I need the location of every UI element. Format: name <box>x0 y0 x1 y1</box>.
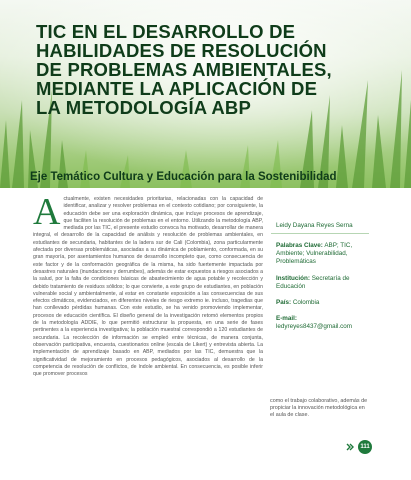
drop-cap: A <box>33 196 61 233</box>
continuation-text: como el trabajo colaborativo, además de propiciar la innovación metodológica en el aula de clase. <box>270 398 368 419</box>
country-block <box>271 299 369 307</box>
institution-block <box>271 275 369 291</box>
article-title: TIC EN EL DESARROLLO DE HABILIDADES DE RESOLUCIÓN DE PROBLEMAS AMBIENTALES, MEDIANTE LA APLICACIÓN DE LA METODOLOGÍA ABP <box>36 21 332 118</box>
header-banner <box>0 0 411 188</box>
author-name: Leidy Dayana Reyes Serna <box>271 203 369 234</box>
email-block <box>271 315 369 331</box>
article-subtitle: Eje Temático Cultura y Educación para la Sostenibilidad <box>30 171 337 183</box>
keywords-label: Palabras Clave: <box>276 242 323 249</box>
country-value: Colombia <box>292 299 320 307</box>
abstract-body: ctualmente, existen necesidades prioritarias, relacionadas con la capacidad de identificar, analizar y resolver problemas en el contexto cotidiano; por consiguiente, la educación debe ser una exploración dinámica, que incluye procesos de aprendizaje, que faciliten la resolución de problemas en el entorno. Utilizando la metodología ABP, mediada por las TIC, el presente estudio convoca ha motivado, desarrollar de manera integral, el desarrollo de la capacidad de análisis y resolución de problemas ambientales, en estudiantes de secundaria, habitantes de la ladera sur de Cali (Colombia), zona particularmente afectada por diversas problemáticas, asociadas a su dinámica de poblamiento, conformada, en su gran mayoría, por asentamientos humanos de desarrollo incompleto que, como consecuencia de este factor y de la conformación geográfica de la misma, ha sido fuertemente impactada por desastres naturales (inundaciones y derrumbes), además de estar expuestos a riesgos asociados a la salud, por la falta de condiciones básicas de abastecimiento de agua potable y recolección y debido tratamiento de residuos sólidos; lo que convierte, a este grupo de estudiantes, en población vulnerable social y ambientalmente, al estar en constante exposición a las consecuencias de sus efectos climáticos, evidenciados, en diferentes niveles de riesgo extremo ie. incluso, tragedias que han conllevado pérdidas humanas. Con este estudio, se ha venido promoviendo implementar, procesos de educación científica. El diseño general de la investigación retomó elementos propios de la metodología ADDIE, lo que permitió estructurar la propuesta, en una serie de fases pertinentes a la experiencia investigativa; la población muestral correspondió a 120 estudiantes de secundaria. La recolección de información se empleó entre técnicas, de manera conjunta, observación participativa, encuesta, cuestionarios online (escala de Likert) y entrevista abierta. La implementación de aprendizaje basado en ABP, mediados por las TIC, demuestra que la significatividad de mejoramiento en procesos pedagógicos, asociados al desarrollo de la competencia de resolución de conflictos, de índole ambiental. En consecuencia, es posible inferir que promover procesos <box>33 196 263 378</box>
double-chevron-icon <box>345 442 355 452</box>
email-link[interactable]: ledyreyes8437@gmail.com <box>276 323 353 331</box>
page-footer <box>345 440 372 454</box>
country-label: País: <box>276 299 292 307</box>
institution-label: Institución: <box>276 274 310 282</box>
abstract-text <box>33 196 263 472</box>
email-label: E-mail: <box>276 315 297 323</box>
page-number: 111 <box>358 440 372 454</box>
keywords-value: ABP; TIC, Ambiente; Vulnerabilidad, Problemáticas <box>276 242 353 266</box>
article-sidebar <box>271 203 369 332</box>
institution-value: Secretaría de Educación <box>276 274 350 290</box>
keywords-block <box>271 242 369 267</box>
